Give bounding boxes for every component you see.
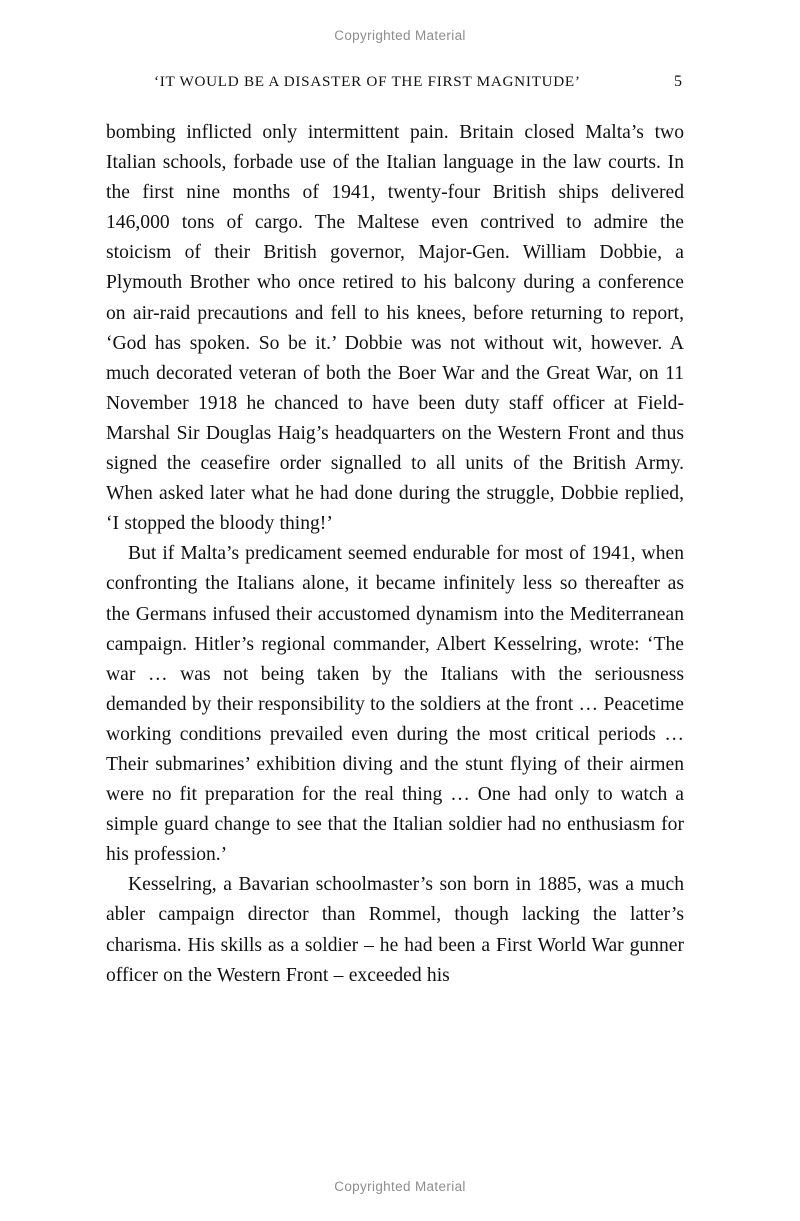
running-head — [106, 73, 684, 95]
copyright-watermark-bottom: Copyrighted Material — [334, 1179, 466, 1194]
paragraph: Kesselring, a Bavarian schoolmaster’s son born in 1885, was a much abler campaign director than Rommel, though lacking the latter’s charisma. His skills as a soldier – he had been a First World War gunner officer on the Western Front – exceeded his — [106, 874, 684, 986]
paragraph: But if Malta’s predicament seemed endurable for most of 1941, when confronting the Italians alone, it became infinitely less so thereafter as the Germans infused their accustomed dynamism into the Mediterranean campaign. Hitler’s regional commander, Albert Kesselring, wrote: ‘The war … was not being taken by the Italians with the seriousness demanded by their responsibility to the soldiers at the front … Peacetime working conditions prevailed even during the most critical periods … Their submarines’ exhibition diving and the stunt flying of their airmen were no fit preparation for the real thing … One had only to watch a simple guard change to see that the Italian soldier had no enthusiasm for his profession.’ — [106, 543, 684, 866]
page-number: 5 — [674, 73, 682, 90]
running-head-title: ‘IT WOULD BE A DISASTER OF THE FIRST MAGNITUDE’ — [154, 73, 581, 90]
copyright-watermark-top: Copyrighted Material — [334, 28, 466, 43]
body-text-block — [106, 118, 684, 991]
paragraph: bombing inflicted only intermittent pain. Britain closed Malta’s two Italian schools, forbade use of the Italian language in the law courts. In the first nine months of 1941, twenty-four British ships delivered 146,000 tons of cargo. The Maltese even contrived to admire the stoicism of their British governor, Major-Gen. William Dobbie, a Plymouth Brother who once retired to his balcony during a conference on air-raid precautions and fell to his knees, before returning to report, ‘God has spoken. So be it.’ Dobbie was not without wit, however. A much decorated veteran of both the Boer War and the Great War, on 11 November 1918 he chanced to have been duty staff officer at Field-Marshal Sir Douglas Haig’s headquarters on the Western Front and thus signed the ceasefire order signalled to all units of the British Army. When asked later what he had done during the struggle, Dobbie replied, ‘I stopped the bloody thing!’ — [106, 122, 684, 535]
